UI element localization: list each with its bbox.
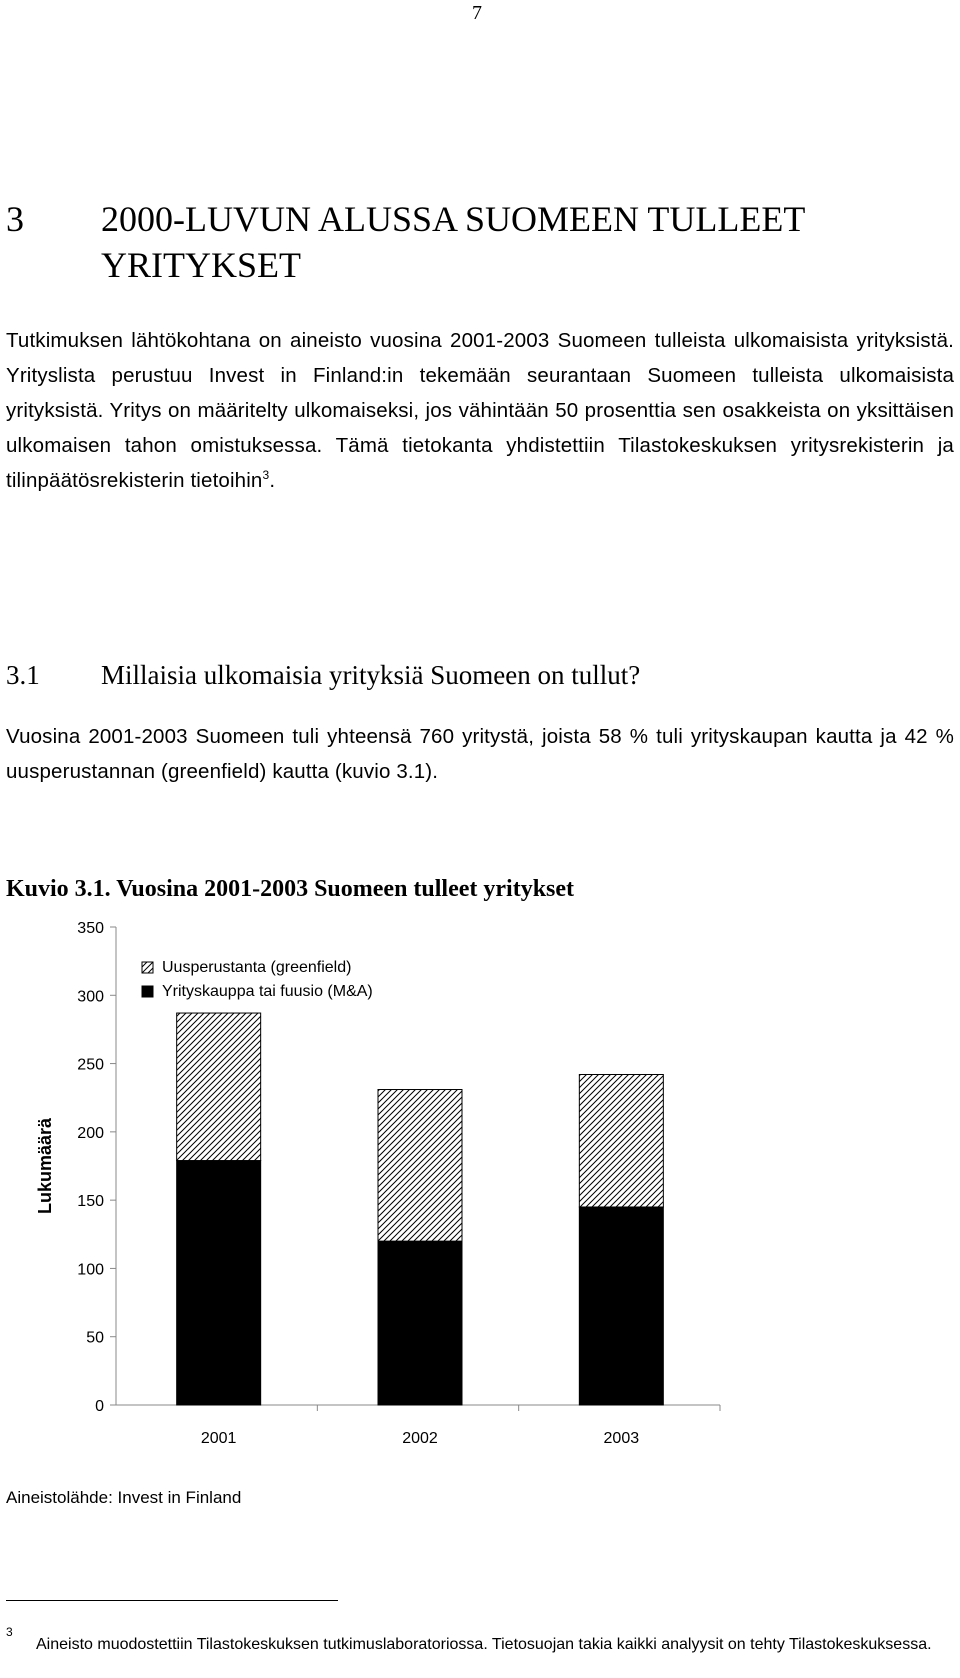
y-tick-label: 200 — [77, 1124, 104, 1142]
bar-mna-2002 — [378, 1241, 462, 1405]
y-tick-label: 100 — [77, 1261, 104, 1279]
footnote-divider — [6, 1600, 338, 1601]
stacked-bar-chart — [0, 905, 960, 1445]
bar-mna-2003 — [579, 1207, 663, 1405]
intro-paragraph — [6, 323, 954, 498]
y-tick-label: 250 — [77, 1056, 104, 1074]
y-tick-label: 300 — [77, 988, 104, 1006]
footnote-text: Aineisto muodostettiin Tilastokeskuksen tutkimuslaboratoriossa. Tietosuojan takia kaikki analyysit on tehty Tilastokeskuksessa. — [36, 1636, 932, 1653]
legend-swatch — [142, 962, 153, 973]
bar-greenfield-2002 — [378, 1090, 462, 1242]
legend-label: Yrityskauppa tai fuusio (M&A) — [162, 983, 373, 1000]
y-tick-label: 50 — [86, 1329, 104, 1347]
chapter-title: 2000-LUVUN ALUSSA SUOMEEN TULLEET YRITYKSET — [101, 199, 805, 285]
y-axis-label: Lukumäärä — [35, 1117, 55, 1215]
bar-mna-2001 — [177, 1161, 261, 1405]
x-tick-label: 2003 — [603, 1430, 640, 1445]
figure-title: Kuvio 3.1. Vuosina 2001-2003 Suomeen tulleet yritykset — [6, 876, 575, 902]
legend-swatch — [142, 986, 153, 997]
page-number: 7 — [472, 2, 482, 24]
bar-greenfield-2001 — [177, 1013, 261, 1160]
section-number: 3.1 — [6, 660, 40, 690]
section-title: Millaisia ulkomaisia yrityksiä Suomeen on tullut? — [101, 660, 641, 690]
data-source: Aineistolähde: Invest in Finland — [6, 1488, 242, 1507]
x-tick-label: 2001 — [200, 1430, 237, 1445]
bar-greenfield-2003 — [579, 1074, 663, 1206]
y-tick-label: 150 — [77, 1193, 104, 1211]
footnote-reference[interactable]: 3 — [262, 468, 270, 483]
y-tick-label: 0 — [95, 1398, 104, 1415]
chapter-number: 3 — [6, 199, 24, 239]
footnote-mark: 3 — [6, 1625, 13, 1639]
y-tick-label: 350 — [77, 920, 104, 937]
legend-label: Uusperustanta (greenfield) — [162, 959, 352, 976]
x-tick-label: 2002 — [402, 1430, 438, 1445]
intro-text: Tutkimuksen lähtökohtana on aineisto vuosina 2001-2003 Suomeen tulleista ulkomaisista yrityksistä. Yrityslista perustuu Invest in Finland:in tekemään seurantaan Suomeen tulleista ulkomaisista yrityksistä. Yritys on määritelty ulkomaiseksi, jos vähintään 50 prosenttia sen osakkeista on yksittäisen ulkomaisen tahon omistuksessa. Tämä tietokanta yhdistettiin Tilastokeskuksen yritysrekisterin ja tilinpäätösrekisterin tietoihin — [6, 329, 954, 492]
intro-end: . — [269, 469, 276, 492]
section-paragraph: Vuosina 2001-2003 Suomeen tuli yhteensä 760 yritystä, joista 58 % tuli yrityskaupan kautta ja 42 % uusperustannan (greenfield) kautta (kuvio 3.1). — [6, 725, 954, 783]
